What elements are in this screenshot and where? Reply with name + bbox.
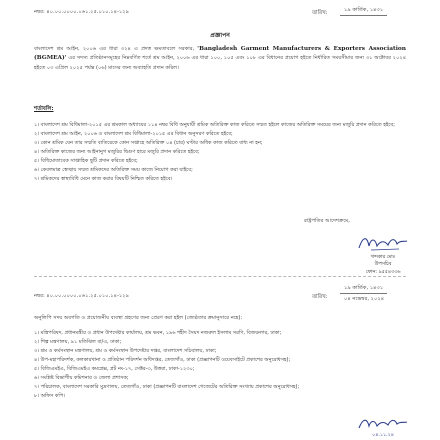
notification-body — [34, 45, 406, 73]
condition-item: ২। বাংলাদেশ শ্রম আইন, ২০০৬ ও বাংলাদেশ শ্রম বিধিমালা-২০১৫ এর বিধান অনুসরণ করিতে হইবে; — [34, 131, 233, 137]
condition-item: ৭। শ্রমিকদের স্বাস্থ্যবিধি মেনে কাজ করার বিষয়টি নিশ্চিত করিতে হইবে। — [34, 176, 173, 182]
distribution-item: ৩। শ্রম ও কর্মসংস্থান মন্ত্রণালয়, শ্রম ও কর্মসংস্থান উপদেষ্টার দপ্তর, বাংলাদেশ সচিবালয়, ঢাকা; — [34, 348, 217, 354]
distribution-item: ৮। অফিস কপি। — [34, 393, 66, 399]
condition-item: ৫। বিধিমোতাবেক সাপ্তাহিক ছুটি প্রদান করিতে হইবে; — [34, 158, 138, 164]
memo-number: নম্বর: ৪০.০০.০০০০.০৬১.২৫.০১০.১৪-১২৯ — [34, 9, 129, 15]
distribution-item: ৪। উপ-মহাপরিদর্শক, কলকারখানা ও প্রতিষ্ঠান পরিদর্শন অধিদপ্তর, তেজগাঁও, ঢাকা (প্রজ্ঞাপনটি ওয়েবসাইটে প্রকাশের অনুরোধসহ); — [34, 357, 291, 363]
signature-block-2 — [340, 416, 426, 439]
distribution-item: ২। শিল্প মন্ত্রণালয়, ৯১ মতিঝিল বা/এ, ঢাকা; — [34, 339, 122, 345]
date-label-copy: তারিখ: — [312, 294, 328, 300]
section-divider — [34, 276, 406, 277]
signature-name: খন্দকার মোঃ — [370, 255, 396, 260]
distribution-list — [34, 329, 406, 401]
organization-name: 'Bangladesh Garment Manufacturers & Exporters Association (BGMEA)' — [34, 46, 406, 62]
date-value: ১৯ কার্তিক, ১৪৩১ — [340, 8, 387, 16]
body-text-part1: বাংলাদেশ শ্রম আইন, ২০০৬ এর ধারা ৩২৪ এ প্রদত্ত ক্ষমতাবলে সরকার, — [34, 46, 198, 52]
condition-item: ৪। অতিরিক্ত কাজের জন্য আইনানুগ মজুরির দ্বিগুণ হারে মজুরি প্রদান করিতে হইবে; — [34, 149, 200, 155]
distribution-item: ৭। পরিচালক, বাংলাদেশ সরকারি মুদ্রণালয়, তেজগাঁও, ঢাকা (প্রজ্ঞাপনটি বাংলাদেশ গেজেটের অতিরিক্ত সংখ্যায় প্রকাশের অনুরোধসহ); — [34, 384, 300, 390]
distribution-item: ১। মন্ত্রিপরিষদ, প্রধানমন্ত্রীর ও প্রধান উপদেষ্টার কার্যালয়, শ্রম ভবন, ১৯৬ শহীদ সৈয়দ নজরুল ইসলাম সরণি, বিজয়নগর, ঢাকা; — [34, 330, 282, 336]
memo-number-copy: নম্বর: ৪০.০০.০০০০.০৬১.২৫.০১০.১৪-১২৯ — [34, 293, 129, 299]
conditions-heading: শর্তাবলি: — [34, 106, 54, 112]
copy-intro: অনুলিপি সদয় অবগতি ও প্রয়োজনীয় ব্যবস্থা গ্রহণের জন্য প্রেরণ করা হইল (জ্যেষ্ঠতার ক্রমানুসারে নহে): — [34, 315, 243, 321]
phone-number: ফোন: ৯৫৫৪৩৩৬ — [365, 269, 401, 275]
date-value-bangla: ১৯ কার্তিক, ১৪৩১ — [340, 286, 387, 294]
signature-image — [355, 416, 411, 432]
condition-item: ১। বাংলাদেশ শ্রম বিধিমালা-২০১৫ এর শ্রমকাল অধ্যায়ের ১১৪ নম্বর বিধি অনুযায়ী শ্রমিক অতিরিক্ত কাজ করিতে সম্মত হইলে কাজের অতিরিক্ত সময়ের জন্য মজুরি প্রদান করিতে হইবে; — [34, 122, 395, 128]
body-text-part2: এর সদস্য প্রতিষ্ঠানসমূহের নিম্নবর্ণিত শর্তে শ্রম আইন, ২০০৬ এর ধারা ১০০, ১০৫ এবং ১০৮ এর বিধানের প্রয়োগ হইতে নির্ধারিত সময়সীমার জন্য ৩১ অক্টোবর ২০২৪ হইতে ০৩ এপ্রিল ২০২৫ পর্যন্ত (০৬) মাসের জন্য অব্যাহতি প্রদান করিল। — [34, 55, 406, 71]
signature-title: উপসচিব — [374, 262, 392, 268]
signature-date: ০৪.১১.২৪ — [372, 433, 394, 438]
condition-item: ৬। কেবলমাত্র স্বেচ্ছায় সম্মত শ্রমিকদের অতিরিক্ত সময় কাজে নিয়োগ করা যাইবে; — [34, 167, 193, 173]
conditions-list — [34, 121, 406, 184]
distribution-item: ৫। বিজিএমইএ, বিজিএমইএ কমপ্লেক্স, প্লট নং-১৭, সেক্টর-৩, উত্তরা, ঢাকা-১২৩০; — [34, 366, 195, 372]
date-label: তারিখ: — [312, 10, 328, 16]
signature-block-1 — [340, 232, 426, 276]
distribution-item: ৬। সংশ্লিষ্ট বিভাগীয় কমিশনার ও জেলা প্রশাসক; — [34, 375, 129, 381]
signature-image — [355, 232, 411, 254]
condition-item: ৩। কোন শ্রমিক যেন তার সম্মতি ব্যতিরেকে কোন সপ্তাহে অতিরিক্ত ০৪ (চার) ঘণ্টার অধিক কাজ করিতে বাধ্য না হন; — [34, 140, 263, 146]
by-order-text: রাষ্ট্রপতির আদেশক্রমে, — [304, 218, 350, 224]
date-value-english: ০৪ নভেম্বর, ২০২৪ — [344, 296, 385, 302]
document-title: প্রজ্ঞাপন — [210, 32, 230, 39]
